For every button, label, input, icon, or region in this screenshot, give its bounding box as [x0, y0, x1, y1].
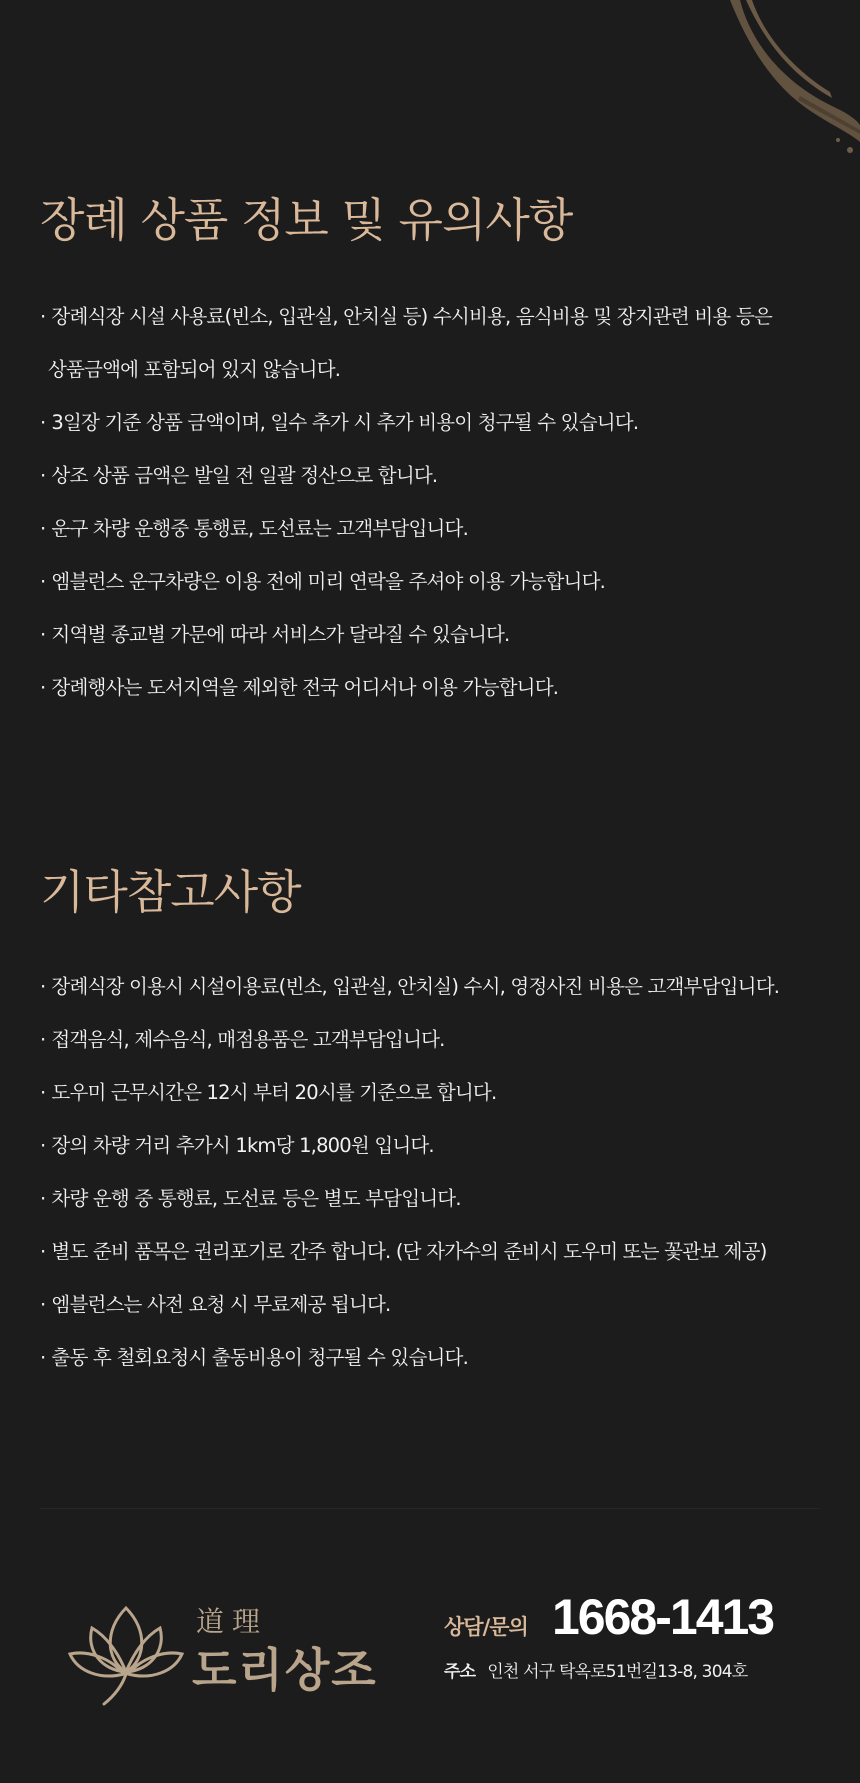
list-item: [40, 1331, 840, 1384]
company-logo: [66, 1600, 386, 1710]
bullet-dot: ·: [40, 975, 46, 998]
list-item: [40, 1066, 840, 1119]
bullet-dot: ·: [40, 1081, 46, 1104]
list-item: [40, 608, 840, 661]
list-item-text: 지역별 종교별 가문에 따라 서비스가 달라질 수 있습니다.: [51, 623, 510, 646]
bullet-dot: ·: [40, 464, 46, 487]
list-item: [40, 449, 840, 502]
bullet-dot: ·: [40, 305, 46, 328]
section-title: 기타참고사항: [40, 865, 301, 919]
list-item: [40, 1013, 840, 1066]
logo-hanja: 道理: [196, 1605, 269, 1638]
list-item: [40, 960, 840, 1013]
bullet-dot: ·: [40, 1240, 46, 1263]
list-item-text: 3일장 기준 상품 금액이며, 일수 추가 시 추가 비용이 청구될 수 있습니다.: [51, 411, 639, 434]
list-item: [40, 396, 840, 449]
phone-number-link[interactable]: 1668-1413: [552, 1589, 774, 1645]
list-item: [40, 661, 840, 714]
list-item-text: 운구 차량 운행중 통행료, 도선료는 고객부담입니다.: [51, 517, 468, 540]
bullet-list: [40, 290, 840, 714]
list-item-text: 상조 상품 금액은 발일 전 일괄 정산으로 합니다.: [51, 464, 438, 487]
bullet-dot: ·: [40, 1293, 46, 1316]
logo-brand-name: 도리상조: [192, 1643, 378, 1697]
list-item-text: 장례식장 시설 사용료(빈소, 입관실, 안치실 등) 수시비용, 음식비용 및 장지관련 비용 등은: [51, 305, 772, 328]
list-item: [40, 1119, 840, 1172]
list-item-text: 엠블런스는 사전 요청 시 무료제공 됩니다.: [51, 1293, 391, 1316]
list-item: [40, 1278, 840, 1331]
list-item: [40, 290, 840, 396]
list-item-text: 장의 차량 거리 추가시 1km당 1,800원 입니다.: [51, 1134, 434, 1157]
address-label: 주소: [444, 1662, 476, 1682]
list-item-text: 엠블런스 운구차량은 이용 전에 미리 연락을 주셔야 이용 가능합니다.: [51, 570, 606, 593]
bullet-list: [40, 960, 840, 1384]
list-item-text: 접객음식, 제수음식, 매점용품은 고객부담입니다.: [51, 1028, 445, 1051]
list-item: [40, 1172, 840, 1225]
list-item-text: 도우미 근무시간은 12시 부터 20시를 기준으로 합니다.: [51, 1081, 497, 1104]
list-item: [40, 1225, 840, 1278]
bullet-dot: ·: [40, 1346, 46, 1369]
bullet-dot: ·: [40, 623, 46, 646]
bullet-dot: ·: [40, 1187, 46, 1210]
divider: [40, 1508, 820, 1509]
list-item: [40, 555, 840, 608]
bullet-dot: ·: [40, 676, 46, 699]
lotus-icon: [66, 1600, 186, 1710]
bullet-dot: ·: [40, 517, 46, 540]
address-text: 인천 서구 탁옥로51번길13-8, 304호: [487, 1662, 748, 1682]
list-item-text: 장례행사는 도서지역을 제외한 전국 어디서나 이용 가능합니다.: [51, 676, 559, 699]
bullet-dot: ·: [40, 1028, 46, 1051]
section-title: 장례 상품 정보 및 유의사항: [40, 193, 573, 247]
list-item-text: 별도 준비 품목은 권리포기로 간주 합니다. (단 자가수의 준비시 도우미 또는 꽃관보 제공): [51, 1240, 767, 1263]
list-item-text: 상품금액에 포함되어 있지 않습니다.: [48, 358, 341, 381]
contact-label: 상담/문의: [444, 1615, 528, 1639]
bullet-dot: ·: [40, 570, 46, 593]
list-item: [40, 502, 840, 555]
list-item-text: 출동 후 철회요청시 출동비용이 청구될 수 있습니다.: [51, 1346, 468, 1369]
bullet-dot: ·: [40, 1134, 46, 1157]
list-item-text: 장례식장 이용시 시설이용료(빈소, 입관실, 안치실) 수시, 영정사진 비용은 고객부담입니다.: [51, 975, 780, 998]
list-item-text: 차량 운행 중 통행료, 도선료 등은 별도 부담입니다.: [51, 1187, 461, 1210]
bullet-dot: ·: [40, 411, 46, 434]
address: [444, 1657, 747, 1682]
brush-stroke-icon: [680, 0, 860, 160]
